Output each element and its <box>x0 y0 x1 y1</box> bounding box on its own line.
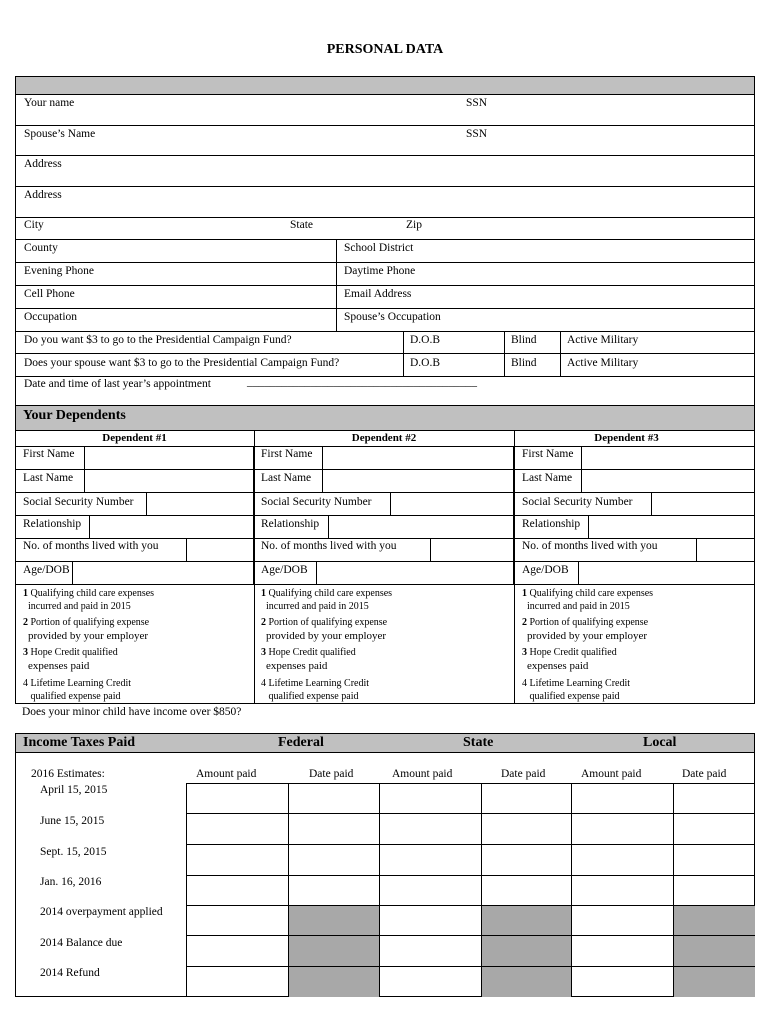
age-dob-label: Age/DOB <box>522 564 569 576</box>
first-name-label: First Name <box>23 448 75 460</box>
local-heading: Local <box>643 735 677 750</box>
row-label-april: April 15, 2015 <box>40 784 108 796</box>
income-taxes-heading: Income Taxes Paid <box>23 735 136 750</box>
campaign-fund-question: Do you want $3 to go to the Presidential Campaign Fund? <box>24 334 292 346</box>
address-label-2: Address <box>24 189 62 201</box>
divider <box>186 966 755 967</box>
last-name-label: Last Name <box>23 472 74 484</box>
q2-text: 2 Portion of qualifying expense provided by your employer <box>23 617 150 642</box>
age-dob-field[interactable] <box>578 561 755 585</box>
divider <box>15 430 755 431</box>
divider <box>504 331 505 376</box>
row-label-overpayment: 2014 overpayment applied <box>40 906 163 918</box>
q4-text: 4 Lifetime Learning Credit qualified expense paid <box>23 678 132 702</box>
spouse-campaign-fund-question: Does your spouse want $3 to go to the Presidential Campaign Fund? <box>24 357 340 369</box>
appointment-label: Date and time of last year’s appointment <box>24 378 211 390</box>
first-name-label: First Name <box>261 448 313 460</box>
blind-label: Blind <box>511 334 537 346</box>
divider <box>15 155 755 156</box>
last-name-field[interactable] <box>84 469 254 493</box>
shaded-cell <box>673 905 755 997</box>
ssn-field[interactable] <box>390 492 514 516</box>
q4-text: 4 Lifetime Learning Credit qualified expense paid <box>522 678 631 702</box>
q1-text: 1 Qualifying child care expenses incurred and paid in 2015 <box>23 588 155 612</box>
email-label: Email Address <box>344 288 412 300</box>
relationship-label: Relationship <box>522 518 581 530</box>
row-label-june: June 15, 2015 <box>40 815 105 827</box>
months-field[interactable] <box>696 538 755 562</box>
relationship-field[interactable] <box>89 515 254 539</box>
last-name-label: Last Name <box>522 472 573 484</box>
last-name-label: Last Name <box>261 472 312 484</box>
divider <box>15 125 755 126</box>
q1-text: 1 Qualifying child care expenses incurred and paid in 2015 <box>522 588 654 612</box>
last-name-field[interactable] <box>581 469 755 493</box>
q4-text: 4 Lifetime Learning Credit qualified expense paid <box>261 678 370 702</box>
income-taxes-section <box>15 733 755 997</box>
cell-phone-label: Cell Phone <box>24 288 75 300</box>
personal-header-bar <box>16 77 754 95</box>
dependent-2-header: Dependent #2 <box>351 432 417 444</box>
divider <box>560 331 561 376</box>
address-label: Address <box>24 158 62 170</box>
first-name-label: First Name <box>522 448 574 460</box>
divider <box>571 783 572 997</box>
divider <box>186 783 187 997</box>
active-military-label: Active Military <box>567 334 639 346</box>
divider <box>15 262 755 263</box>
divider <box>288 783 289 997</box>
ssn-field[interactable] <box>146 492 254 516</box>
zip-label: Zip <box>406 219 422 231</box>
first-name-field[interactable] <box>84 446 254 470</box>
state-heading: State <box>463 735 494 750</box>
ssn-label: Social Security Number <box>522 496 633 508</box>
age-dob-field[interactable] <box>72 561 254 585</box>
local-amount-header: Amount paid <box>581 768 642 780</box>
divider <box>186 844 755 845</box>
spouse-name-label: Spouse’s Name <box>24 128 96 140</box>
spouse-occupation-label: Spouse’s Occupation <box>344 311 441 323</box>
ssn-label: Social Security Number <box>23 496 134 508</box>
months-label: No. of months lived with you <box>522 540 658 552</box>
q3-text: 3 Hope Credit qualified expenses paid <box>522 647 617 672</box>
divider <box>514 430 515 704</box>
months-field[interactable] <box>430 538 514 562</box>
q2-text: 2 Portion of qualifying expense provided by your employer <box>522 617 649 642</box>
row-label-balance-due: 2014 Balance due <box>40 937 123 949</box>
divider <box>254 430 255 704</box>
divider <box>403 331 404 376</box>
relationship-field[interactable] <box>328 515 514 539</box>
your-name-label: Your name <box>24 97 75 109</box>
last-name-field[interactable] <box>322 469 514 493</box>
q3-text: 3 Hope Credit qualified expenses paid <box>261 647 356 672</box>
divider <box>186 935 755 936</box>
age-dob-field[interactable] <box>316 561 514 585</box>
divider <box>15 239 755 240</box>
city-label: City <box>24 219 44 231</box>
divider <box>15 308 755 309</box>
divider <box>186 875 755 876</box>
divider <box>15 331 755 332</box>
divider <box>15 752 755 753</box>
federal-date-header: Date paid <box>309 768 354 780</box>
divider <box>481 783 482 997</box>
months-label: No. of months lived with you <box>261 540 397 552</box>
spouse-blind-label: Blind <box>511 357 537 369</box>
daytime-phone-label: Daytime Phone <box>344 265 416 277</box>
divider <box>15 186 755 187</box>
divider <box>186 813 755 814</box>
dob-label: D.O.B <box>410 334 441 346</box>
months-label: No. of months lived with you <box>23 540 159 552</box>
dependents-heading: Your Dependents <box>23 408 126 423</box>
relationship-field[interactable] <box>588 515 755 539</box>
age-dob-label: Age/DOB <box>261 564 308 576</box>
evening-phone-label: Evening Phone <box>24 265 94 277</box>
divider <box>15 285 755 286</box>
federal-amount-header: Amount paid <box>196 768 257 780</box>
state-label: State <box>290 219 313 231</box>
first-name-field[interactable] <box>581 446 755 470</box>
divider <box>15 94 755 95</box>
first-name-field[interactable] <box>322 446 514 470</box>
shaded-cell <box>288 905 379 997</box>
q3-text: 3 Hope Credit qualified expenses paid <box>23 647 118 672</box>
local-date-header: Date paid <box>682 768 727 780</box>
q2-text: 2 Portion of qualifying expense provided by your employer <box>261 617 388 642</box>
divider <box>379 783 380 997</box>
appointment-line: ________________________________________ <box>247 376 477 388</box>
divider <box>15 353 755 354</box>
dependent-1-header: Dependent #1 <box>102 432 167 444</box>
dependent-3-header: Dependent #3 <box>594 432 659 444</box>
q1-text: 1 Qualifying child care expenses incurred and paid in 2015 <box>261 588 393 612</box>
ssn-label: Social Security Number <box>261 496 372 508</box>
divider <box>15 217 755 218</box>
spouse-dob-label: D.O.B <box>410 357 441 369</box>
divider <box>186 783 755 784</box>
relationship-label: Relationship <box>23 518 82 530</box>
occupation-label: Occupation <box>24 311 78 323</box>
row-label-sept: Sept. 15, 2015 <box>40 846 107 858</box>
row-label-refund: 2014 Refund <box>40 967 100 979</box>
row-label-jan: Jan. 16, 2016 <box>40 876 102 888</box>
divider <box>186 905 755 906</box>
age-dob-label: Age/DOB <box>23 564 70 576</box>
ssn-field[interactable] <box>651 492 755 516</box>
federal-heading: Federal <box>278 735 324 750</box>
spouse-ssn-label: SSN <box>466 128 488 140</box>
estimates-label: 2016 Estimates: <box>31 768 105 780</box>
relationship-label: Relationship <box>261 518 320 530</box>
page-title: PERSONAL DATA <box>326 42 444 57</box>
ssn-label: SSN <box>466 97 488 109</box>
spouse-active-military-label: Active Military <box>567 357 639 369</box>
divider <box>673 783 674 997</box>
divider <box>336 239 337 331</box>
shaded-cell <box>481 905 571 997</box>
county-label: County <box>24 242 58 254</box>
minor-income-question: Does your minor child have income over $850? <box>22 706 242 718</box>
state-amount-header: Amount paid <box>392 768 453 780</box>
school-district-label: School District <box>344 242 414 254</box>
dependents-header-bar <box>16 406 754 430</box>
months-field[interactable] <box>186 538 254 562</box>
state-date-header: Date paid <box>501 768 546 780</box>
